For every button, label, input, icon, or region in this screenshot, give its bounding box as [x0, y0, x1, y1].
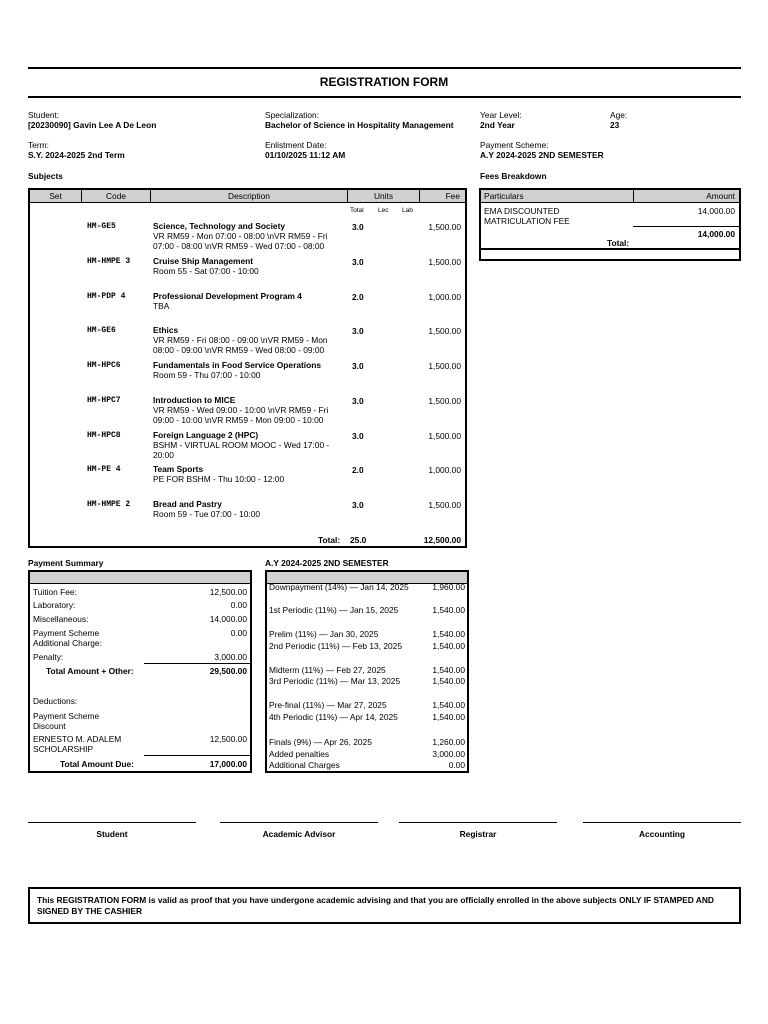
subject-row [30, 221, 465, 255]
subject-code: HM-GE5 [87, 222, 116, 231]
scheme-charge-value: 0.00 [230, 628, 247, 638]
subject-name: Introduction to MICE [153, 395, 236, 405]
student-label: Student: [28, 110, 60, 120]
student-value: [20230090] Gavin Lee A De Leon [28, 120, 157, 131]
payment-scheme-label: Payment Scheme: [480, 140, 549, 150]
installment-amount: 3,000.00 [432, 749, 465, 759]
subjects-heading: Subjects [28, 171, 63, 181]
subject-code: HM-PE 4 [87, 465, 121, 474]
enlistment-info [265, 140, 345, 160]
subjects-total-units: 25.0 [350, 535, 367, 545]
particulars-column-header: Particulars [484, 191, 524, 201]
installment-amount: 1,260.00 [432, 737, 465, 747]
subject-fee: 1,000.00 [428, 292, 461, 302]
subject-description [153, 499, 343, 519]
installment-amount: 1,540.00 [432, 641, 465, 651]
subtotal-rule [633, 226, 739, 227]
installment-label: Finals (9%) — Apr 26, 2025 [269, 737, 372, 747]
subject-fee: 1,500.00 [428, 500, 461, 510]
student-signature-line [28, 822, 196, 823]
subject-schedule: PE FOR BSHM - Thu 10:00 - 12:00 [153, 474, 285, 485]
code-column-header: Code [105, 191, 127, 201]
installment-label: 3rd Periodic (11%) — Mar 13, 2025 [269, 676, 401, 686]
column-divider [150, 190, 151, 203]
subject-schedule: VR RM59 - Mon 07:00 - 08:00 \nVR RM59 - Fri 07:00 - 08:00 \nVR RM59 - Wed 07:00 - 08:00 [153, 231, 328, 252]
installment-schedule-table [265, 570, 469, 773]
subject-description [153, 430, 343, 460]
payment-summary-header [30, 572, 250, 584]
column-divider [347, 190, 348, 203]
top-rule [28, 67, 741, 69]
payment-scheme-value: A.Y 2024-2025 2ND SEMESTER [480, 150, 604, 161]
tuition-value: 12,500.00 [209, 587, 247, 597]
subject-schedule: BSHM - VIRTUAL ROOM MOOC - Wed 17:00 - 20:00 [153, 440, 330, 461]
fees-total-label: Total: [607, 238, 630, 248]
subject-name: Fundamentals in Food Service Operations [153, 360, 321, 370]
column-divider [419, 190, 420, 203]
student-info [28, 110, 156, 130]
penalty-label: Penalty: [33, 652, 64, 662]
age-info [610, 110, 627, 130]
subject-description [153, 221, 343, 251]
total-due-value: 17,000.00 [209, 759, 247, 769]
subtotal-rule [144, 755, 250, 756]
subject-fee: 1,500.00 [428, 257, 461, 267]
fees-bottom-rule [481, 248, 739, 250]
schedule-heading: A.Y 2024-2025 2ND SEMESTER [265, 558, 389, 568]
column-divider [633, 190, 634, 203]
page-title: REGISTRATION FORM [319, 75, 449, 89]
term-label: Term: [28, 140, 49, 150]
subject-name: Science, Technology and Society [153, 221, 286, 231]
scheme-discount-label: Payment Scheme Discount [33, 711, 100, 732]
amount-column-header: Amount [706, 191, 735, 201]
fee-amount: 14,000.00 [697, 206, 735, 216]
installment-amount: 1,540.00 [432, 700, 465, 710]
set-column-header: Set [49, 191, 62, 201]
installment-label: 1st Periodic (11%) — Jan 15, 2025 [269, 605, 399, 615]
misc-label: Miscellaneous: [33, 614, 89, 624]
subject-description [153, 291, 343, 311]
term-info [28, 140, 125, 160]
installment-amount: 1,960.00 [432, 582, 465, 592]
subject-description [153, 395, 343, 425]
installment-label: Additional Charges [269, 760, 340, 770]
year-level-info [480, 110, 522, 130]
subject-fee: 1,500.00 [428, 431, 461, 441]
subject-row [30, 360, 465, 394]
payment-summary-table [28, 570, 252, 773]
accounting-signature-line [583, 822, 741, 823]
column-divider [81, 190, 82, 203]
subject-name: Cruise Ship Management [153, 256, 254, 266]
subject-units: 2.0 [352, 465, 364, 475]
subject-code: HM-HPC7 [87, 396, 121, 405]
subject-name: Ethics [153, 325, 179, 335]
advisor-signature-label: Academic Advisor [262, 829, 336, 839]
subject-row [30, 464, 465, 498]
scheme-charge-label: Payment Scheme Additional Charge: [33, 628, 102, 649]
subject-units: 3.0 [352, 361, 364, 371]
installment-label: Downpayment (14%) — Jan 14, 2025 [269, 582, 409, 592]
units-lec-subheader: Lec [378, 207, 389, 214]
subject-fee: 1,500.00 [428, 222, 461, 232]
subtotal-rule [144, 663, 250, 664]
subject-units: 3.0 [352, 396, 364, 406]
subject-fee: 1,500.00 [428, 361, 461, 371]
subject-units: 3.0 [352, 222, 364, 232]
subject-schedule: Room 55 - Sat 07:00 - 10:00 [153, 266, 259, 277]
installment-amount: 0.00 [448, 760, 465, 770]
subject-row [30, 291, 465, 325]
installment-label: 2nd Periodic (11%) — Feb 13, 2025 [269, 641, 402, 651]
subject-schedule: VR RM59 - Wed 09:00 - 10:00 \nVR RM59 - Fri 09:00 - 10:00 \nVR RM59 - Mon 09:00 - 10:00 [153, 405, 329, 426]
specialization-label: Specialization: [265, 110, 320, 120]
subject-name: Professional Development Program 4 [153, 291, 302, 301]
installment-amount: 1,540.00 [432, 665, 465, 675]
subject-fee: 1,500.00 [428, 326, 461, 336]
fees-total-value: 14,000.00 [697, 229, 735, 239]
subject-code: HM-PDP 4 [87, 292, 126, 301]
registrar-signature-label: Registrar [459, 829, 497, 839]
laboratory-value: 0.00 [230, 600, 247, 610]
units-column-header: Units [373, 191, 394, 201]
fee-column-header: Fee [445, 191, 460, 201]
installment-amount: 1,540.00 [432, 605, 465, 615]
age-label: Age: [610, 110, 628, 120]
subject-code: HM-HPC8 [87, 431, 121, 440]
subject-units: 3.0 [352, 326, 364, 336]
subject-description [153, 464, 343, 484]
subject-name: Team Sports [153, 464, 204, 474]
scholarship-value: 12,500.00 [209, 734, 247, 744]
laboratory-label: Laboratory: [33, 600, 76, 610]
fees-breakdown-heading: Fees Breakdown [480, 171, 547, 181]
specialization-info [265, 110, 453, 130]
units-total-subheader: Total [350, 207, 364, 214]
subject-code: HM-HMPE 3 [87, 257, 131, 266]
subjects-total-label: Total: [318, 535, 341, 545]
tuition-label: Tuition Fee: [33, 587, 77, 597]
penalty-value: 3,000.00 [214, 652, 247, 662]
subject-schedule: Room 59 - Thu 07:00 - 10:00 [153, 370, 261, 381]
accounting-signature-label: Accounting [638, 829, 686, 839]
subject-row [30, 256, 465, 290]
fees-breakdown-header [481, 190, 739, 203]
subject-fee: 1,000.00 [428, 465, 461, 475]
subject-row [30, 499, 465, 533]
student-signature-label: Student [96, 829, 128, 839]
year-level-value: 2nd Year [480, 120, 515, 131]
subject-units: 3.0 [352, 257, 364, 267]
subject-fee: 1,500.00 [428, 396, 461, 406]
subject-name: Bread and Pastry [153, 499, 222, 509]
subject-row [30, 325, 465, 359]
units-lab-subheader: Lab [402, 207, 413, 214]
enlistment-label: Enlistment Date: [265, 140, 327, 150]
advisor-signature-line [220, 822, 378, 823]
subject-description [153, 325, 343, 355]
fees-breakdown-table [479, 188, 741, 261]
installment-amount: 1,540.00 [432, 629, 465, 639]
subject-units: 3.0 [352, 431, 364, 441]
validity-notice: This REGISTRATION FORM is valid as proof that you have undergone academic advising and that you are officially enrolled in the above subjects ONLY IF STAMPED AND SIGNED BY THE CASHIER [28, 887, 741, 924]
subject-description [153, 256, 343, 276]
total-other-label: Total Amount + Other: [46, 666, 134, 676]
description-column-header: Description [228, 191, 270, 201]
subjects-total-fee: 12,500.00 [423, 535, 461, 545]
subject-code: HM-HMPE 2 [87, 500, 131, 509]
installment-label: Prelim (11%) — Jan 30, 2025 [269, 629, 379, 639]
installment-label: Midterm (11%) — Feb 27, 2025 [269, 665, 386, 675]
age-value: 23 [610, 120, 620, 131]
payment-summary-heading: Payment Summary [28, 558, 104, 568]
installment-amount: 1,540.00 [432, 676, 465, 686]
term-value: S.Y. 2024-2025 2nd Term [28, 150, 125, 161]
subject-schedule: VR RM59 - Fri 08:00 - 09:00 \nVR RM59 - Mon 08:00 - 09:00 \nVR RM59 - Wed 08:00 - 09:00 [153, 335, 328, 356]
subject-units: 2.0 [352, 292, 364, 302]
enlistment-value: 01/10/2025 11:12 AM [265, 150, 346, 161]
fee-particular: EMA DISCOUNTED MATRICULATION FEE [484, 206, 570, 227]
payment-scheme-info [480, 140, 604, 160]
installment-label: Pre-final (11%) — Mar 27, 2025 [269, 700, 387, 710]
misc-value: 14,000.00 [209, 614, 247, 624]
subject-row [30, 395, 465, 429]
specialization-value: Bachelor of Science in Hospitality Management [265, 120, 454, 131]
deductions-label: Deductions: [33, 696, 78, 706]
subjects-table-header [30, 190, 465, 203]
subject-row [30, 430, 465, 464]
installment-label: 4th Periodic (11%) — Apr 14, 2025 [269, 712, 398, 722]
total-other-value: 29,500.00 [209, 666, 247, 676]
subject-code: HM-GE6 [87, 326, 116, 335]
subject-code: HM-HPC6 [87, 361, 121, 370]
year-level-label: Year Level: [480, 110, 522, 120]
total-due-label: Total Amount Due: [60, 759, 134, 769]
subject-schedule: Room 59 - Tue 07:00 - 10:00 [153, 509, 261, 520]
subject-schedule: TBA [153, 301, 170, 312]
subject-units: 3.0 [352, 500, 364, 510]
scholarship-label: ERNESTO M. ADALEM SCHOLARSHIP [33, 734, 122, 755]
installment-amount: 1,540.00 [432, 712, 465, 722]
title-underline [28, 96, 741, 98]
subjects-table [28, 188, 467, 548]
subject-description [153, 360, 343, 380]
installment-label: Added penalties [269, 749, 330, 759]
registrar-signature-line [399, 822, 557, 823]
subject-name: Foreign Language 2 (HPC) [153, 430, 259, 440]
